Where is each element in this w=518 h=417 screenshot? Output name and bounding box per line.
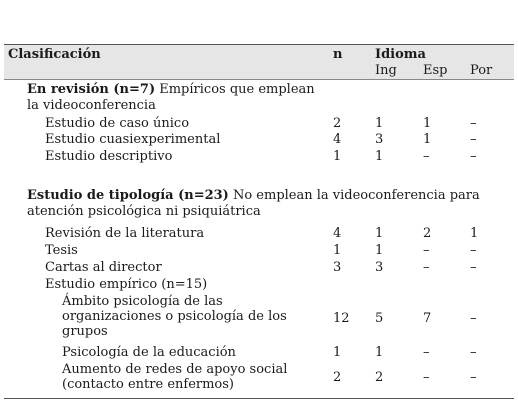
- header-n: n: [333, 47, 343, 62]
- row-ing: 3: [375, 260, 384, 275]
- header-esp: Esp: [423, 63, 448, 78]
- section-title-bold: Estudio de tipología (n=23): [27, 188, 229, 203]
- row-por: –: [470, 149, 477, 164]
- section-title-rest: No emplean la videoconferencia para: [228, 188, 480, 203]
- header-idioma: Idioma: [375, 47, 426, 62]
- sub-row-label-line: Psicología de la educación: [62, 345, 236, 360]
- row-label: Tesis: [45, 243, 78, 258]
- section-title-line2: atención psicológica ni psiquiátrica: [27, 204, 261, 219]
- row-por: –: [470, 116, 477, 131]
- row-label: Estudio descriptivo: [45, 149, 173, 164]
- row-por: –: [470, 311, 477, 326]
- row-label: Cartas al director: [45, 260, 162, 275]
- row-ing: 1: [375, 243, 384, 258]
- row-n: 3: [333, 260, 342, 275]
- row-n: 2: [333, 370, 342, 385]
- header-ing: Ing: [375, 63, 397, 78]
- sub-row-label-line: Ámbito psicología de las: [62, 294, 223, 309]
- sub-row-label-line: organizaciones o psicología de los: [62, 309, 287, 324]
- sub-row-label-line: Aumento de redes de apoyo social: [62, 362, 288, 377]
- row-n: 4: [333, 132, 342, 147]
- row-por: –: [470, 243, 477, 258]
- row-n: 1: [333, 243, 342, 258]
- row-n: 4: [333, 226, 342, 241]
- row-por: –: [470, 132, 477, 147]
- row-esp: 2: [423, 226, 432, 241]
- row-esp: –: [423, 243, 430, 258]
- row-ing: 1: [375, 116, 384, 131]
- row-esp: –: [423, 260, 430, 275]
- section-title-rest: Empíricos que emplean: [155, 82, 315, 97]
- row-esp: 1: [423, 132, 432, 147]
- table-bottom-rule: [4, 398, 514, 399]
- row-n: 1: [333, 149, 342, 164]
- header-por: Por: [470, 63, 493, 78]
- row-n: 2: [333, 116, 342, 131]
- row-esp: 7: [423, 311, 432, 326]
- row-esp: –: [423, 345, 430, 360]
- row-esp: 1: [423, 116, 432, 131]
- row-ing: 5: [375, 311, 384, 326]
- row-label: Estudio de caso único: [45, 116, 190, 131]
- section-title-bold: En revisión (n=7): [27, 82, 156, 97]
- estudio-empirico-label: Estudio empírico (n=15): [45, 277, 208, 292]
- row-esp: –: [423, 149, 430, 164]
- row-por: –: [470, 260, 477, 275]
- row-por: –: [470, 370, 477, 385]
- header-clasificacion: Clasificación: [8, 47, 101, 62]
- row-ing: 3: [375, 132, 384, 147]
- row-n: 1: [333, 345, 342, 360]
- row-ing: 1: [375, 345, 384, 360]
- section-title: [27, 188, 480, 203]
- row-label: Estudio cuasiexperimental: [45, 132, 221, 147]
- row-ing: 1: [375, 149, 384, 164]
- row-n: 12: [333, 311, 350, 326]
- row-ing: 1: [375, 226, 384, 241]
- row-esp: –: [423, 370, 430, 385]
- row-label: Revisión de la literatura: [45, 226, 205, 241]
- row-por: 1: [470, 226, 479, 241]
- section-title: [27, 82, 315, 97]
- sub-row-label-line: (contacto entre enfermos): [62, 377, 235, 392]
- row-ing: 2: [375, 370, 384, 385]
- section-title-line2: la videoconferencia: [27, 98, 156, 113]
- sub-row-label-line: grupos: [62, 324, 108, 339]
- row-por: –: [470, 345, 477, 360]
